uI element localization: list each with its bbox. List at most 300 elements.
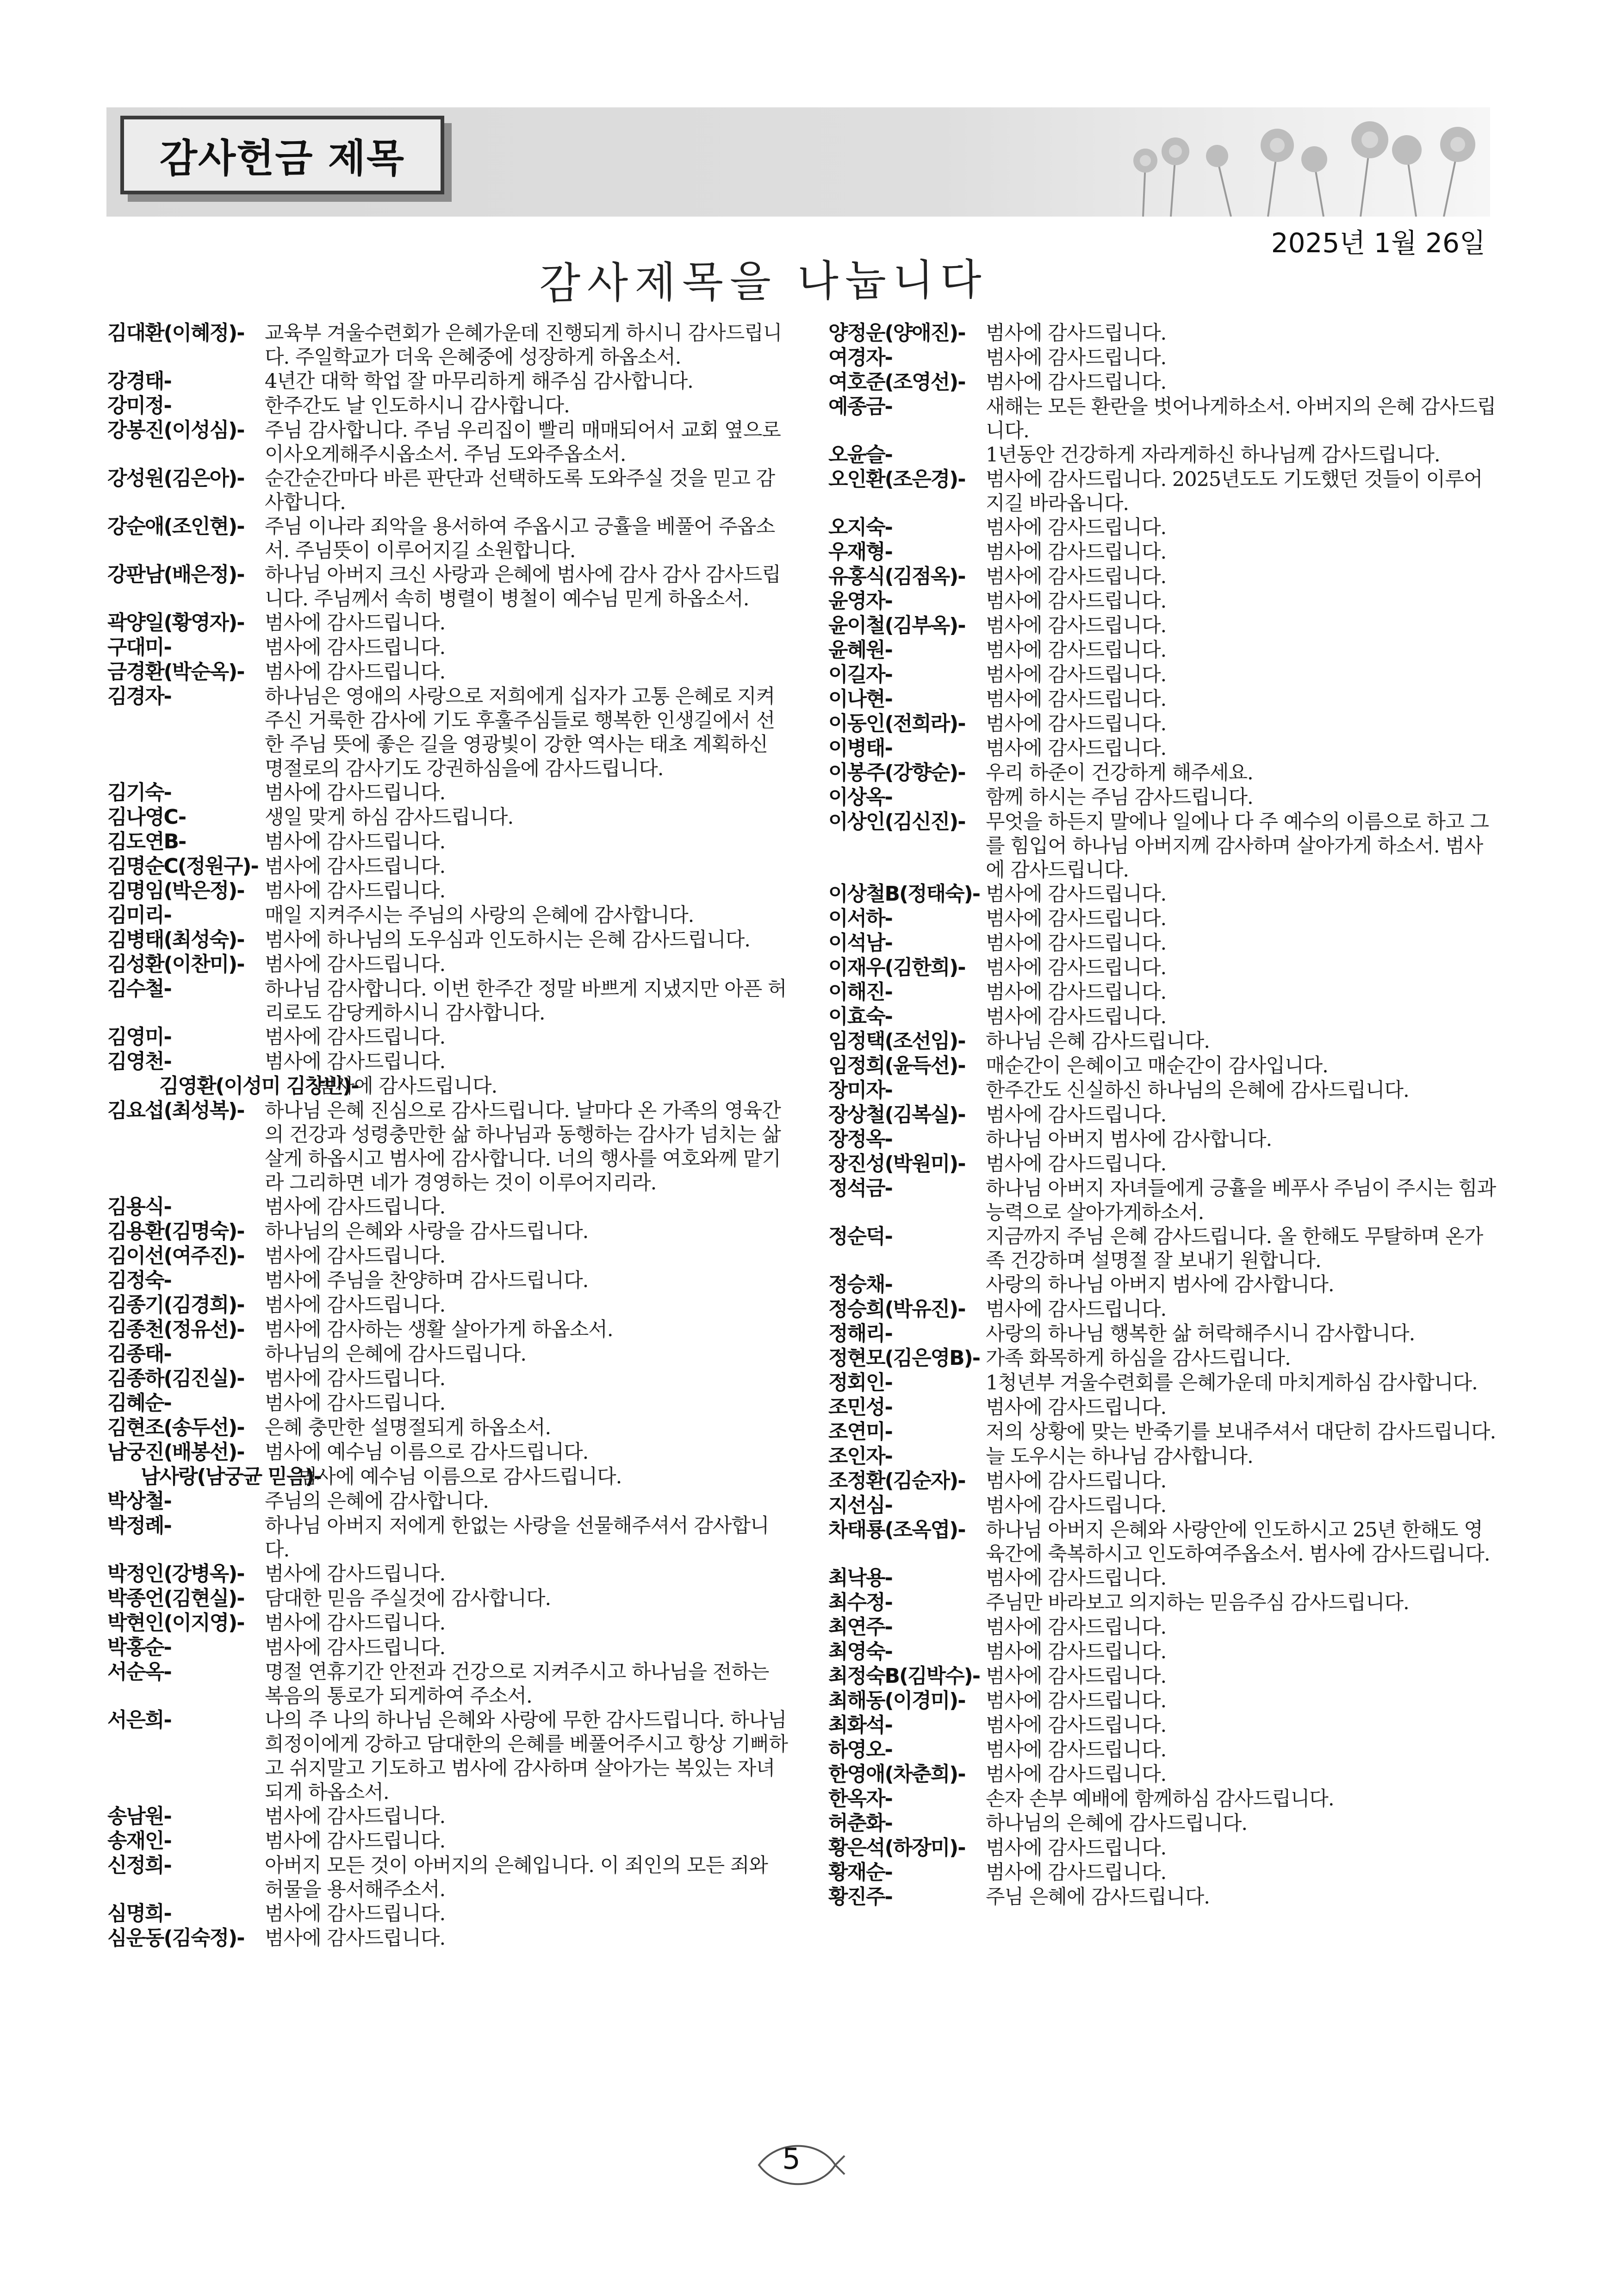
list-item <box>828 1762 1499 1787</box>
list-item <box>828 1273 1499 1297</box>
list-item <box>828 1371 1499 1395</box>
list-item <box>107 1195 788 1220</box>
list-item <box>107 1269 788 1293</box>
thanks-message: 하나님 아버지 크신 사랑과 은혜에 범사에 감사 감사 감사드립니다. 주님께서 속히 병렬이 병철이 예수님 믿게 하옵소서. <box>265 563 781 610</box>
thanks-message: 범사에 감사드립니다. <box>986 981 1167 1004</box>
subtitle: 감사제목을 나눕니다 <box>539 255 988 309</box>
donor-name: 이해진- <box>828 980 892 1004</box>
list-item <box>107 781 788 805</box>
list-item <box>828 1029 1499 1054</box>
thanks-message: 지금까지 주님 은혜 감사드립니다. 올 한해도 무탈하며 온가족 건강하며 설명절 잘 보내기 원합니다. <box>986 1225 1483 1272</box>
list-item <box>828 321 1499 346</box>
thanks-message: 범사에 감사드립니다. <box>986 1005 1167 1028</box>
thanks-message: 교육부 겨울수련회가 은혜가운데 진행되게 하시니 감사드립니다. 주일학교가 더욱 은혜중에 성장하게 하옵소서. <box>265 322 782 369</box>
thanks-message: 매일 지켜주시는 주님의 사랑의 은혜에 감사합니다. <box>265 904 694 927</box>
list-item <box>107 418 788 467</box>
list-item <box>107 467 788 515</box>
donor-name: 김수철- <box>107 977 171 1001</box>
thanks-message: 범사에 감사드립니다. <box>265 879 446 902</box>
donor-name: 서은희- <box>107 1708 171 1732</box>
list-item <box>828 1738 1499 1762</box>
donor-name: 이길자- <box>828 663 892 686</box>
donor-name: 강판남(배은정)- <box>107 563 244 586</box>
thanks-message: 늘 도우시는 하나님 감사합니다. <box>986 1445 1253 1468</box>
donor-name: 박홍순- <box>107 1636 171 1659</box>
donor-name: 조민성- <box>828 1395 892 1419</box>
thanks-message: 하나님 아버지 자녀들에게 긍휼을 베푸사 주님이 주시는 힘과 능력으로 살아가게하소서. <box>986 1177 1496 1224</box>
donor-name: 김요섭(최성복)- <box>107 1099 244 1122</box>
donor-name: 장정옥- <box>828 1127 892 1151</box>
thanks-message: 범사에 감사드립니다. <box>986 590 1167 613</box>
list-item <box>828 907 1499 931</box>
list-item <box>107 805 788 830</box>
list-item <box>828 1005 1499 1029</box>
thanks-message: 범사에 감사드립니다. <box>986 883 1167 906</box>
list-item <box>828 516 1499 540</box>
donor-name: 강미정- <box>107 394 171 417</box>
donor-name: 장미자- <box>828 1078 892 1102</box>
donor-name: 김영환(이성미 김창빈)- <box>159 1074 359 1098</box>
donor-name: 최낙용- <box>828 1566 892 1590</box>
donor-name: 최정숙B(김박수)- <box>828 1664 980 1688</box>
thanks-message: 하나님 감사합니다. 이번 한주간 정말 바쁘게 지냈지만 아픈 허리로도 감당케하시니 감사합니다. <box>265 977 787 1025</box>
list-item <box>828 1860 1499 1885</box>
donor-name: 박정인(강병옥)- <box>107 1562 244 1586</box>
thanks-message: 주님만 바라보고 의지하는 믿음주심 감사드립니다. <box>986 1591 1409 1614</box>
donor-name: 구대미- <box>107 635 171 659</box>
donor-name: 오지숙- <box>828 516 892 539</box>
left-column <box>107 321 788 1951</box>
list-item <box>107 928 788 952</box>
list-item <box>828 1615 1499 1640</box>
list-item <box>828 931 1499 956</box>
thanks-message: 범사에 하나님의 도우심과 인도하시는 은혜 감사드립니다. <box>265 928 750 952</box>
list-item <box>828 1078 1499 1103</box>
thanks-message: 우리 하준이 건강하게 해주세요. <box>986 761 1253 784</box>
thanks-message: 범사에 감사드립니다. <box>265 781 446 804</box>
thanks-message: 범사에 감사드립니다. <box>986 371 1167 394</box>
thanks-message: 새해는 모든 환란을 벗어나게하소서. 아버지의 은혜 감사드립니다. <box>986 395 1496 442</box>
list-item <box>107 1025 788 1050</box>
donor-name: 이서하- <box>828 907 892 930</box>
thanks-message: 범사에 감사드립니다. <box>265 1195 446 1219</box>
donor-name: 금경환(박순옥)- <box>107 660 244 684</box>
list-item <box>828 761 1499 785</box>
donor-name: 김용식- <box>107 1195 171 1219</box>
thanks-message: 범사에 감사드립니다. <box>265 855 446 878</box>
thanks-message: 범사에 감사드립니다. <box>986 346 1167 369</box>
donor-name: 조연미- <box>828 1420 892 1444</box>
thanks-message: 범사에 감사드립니다. <box>317 1075 497 1098</box>
thanks-message: 범사에 예수님 이름으로 감사드립니다. <box>265 1441 589 1464</box>
thanks-message: 범사에 감사하는 생활 살아가게 하옵소서. <box>265 1318 613 1341</box>
thanks-message: 하나님의 은혜에 감사드립니다. <box>265 1343 526 1366</box>
donor-name: 김병태(최성숙)- <box>107 928 244 952</box>
list-item <box>828 395 1499 443</box>
thanks-message: 범사에 감사드립니다. <box>986 1689 1167 1712</box>
donor-name: 김종기(김경희)- <box>107 1293 244 1317</box>
donor-name: 김정숙- <box>107 1269 171 1292</box>
donor-name: 유홍식(김점옥)- <box>828 565 965 588</box>
list-item <box>828 1297 1499 1322</box>
list-item <box>828 1103 1499 1127</box>
donor-name: 김대환(이혜정)- <box>107 321 244 345</box>
donor-name: 장진성(박원미)- <box>828 1152 965 1176</box>
donor-name: 차태룡(조옥엽)- <box>828 1518 965 1542</box>
thanks-message: 범사에 감사드립니다. <box>265 830 446 853</box>
list-item <box>828 810 1499 882</box>
donor-name: 이효숙- <box>828 1005 892 1028</box>
donor-name: 우재형- <box>828 540 892 564</box>
list-item <box>107 1902 788 1926</box>
list-item <box>107 854 788 879</box>
donor-name: 이나현- <box>828 687 892 711</box>
thanks-message: 범사에 감사드립니다. <box>986 565 1167 588</box>
thanks-message: 범사에 감사드립니다. <box>986 322 1167 345</box>
donor-name: 이봉주(강향순)- <box>828 761 965 784</box>
thanks-message: 범사에 감사드립니다. <box>986 1103 1167 1126</box>
donor-name: 김현조(송두선)- <box>107 1416 244 1439</box>
donor-name: 하영오- <box>828 1738 892 1761</box>
thanks-message: 범사에 감사드립니다. <box>986 639 1167 662</box>
list-item <box>828 1591 1499 1615</box>
thanks-message: 범사에 감사드립니다. <box>265 1050 446 1073</box>
donor-name: 예종금- <box>828 395 892 418</box>
thanks-message: 하나님 아버지 범사에 감사합니다. <box>986 1128 1272 1151</box>
list-item <box>828 1689 1499 1713</box>
thanks-message: 아버지 모든 것이 아버지의 은혜입니다. 이 죄인의 모든 죄와 허물을 용서해주소서. <box>265 1854 768 1901</box>
donor-name: 이석남- <box>828 931 892 955</box>
list-item <box>107 394 788 418</box>
thanks-message: 범사에 감사드립니다. <box>265 1026 446 1049</box>
donor-name: 김종하(김진실)- <box>107 1367 244 1390</box>
list-item <box>107 369 788 394</box>
list-item <box>107 563 788 611</box>
donor-name: 양정운(양애진)- <box>828 321 965 345</box>
donor-name: 송남원- <box>107 1804 171 1828</box>
thanks-message: 범사에 감사드립니다. <box>265 1636 446 1659</box>
donor-name: 윤이철(김부옥)- <box>828 614 965 637</box>
donor-name: 이동인(전희라)- <box>828 712 965 735</box>
donor-name: 김혜순- <box>107 1391 171 1415</box>
list-item <box>828 663 1499 687</box>
donor-name: 이상철B(정태숙)- <box>828 882 980 906</box>
list-item <box>828 956 1499 980</box>
thanks-message: 나의 주 나의 하나님 은혜와 사랑에 무한 감사드립니다. 하나님 희정이에게 강하고 담대한의 은혜를 베풀어주시고 항상 기뻐하고 쉬지말고 기도하고 범사에 감사하며 살아가는 복있는 자녀되게 하옵소서. <box>265 1709 788 1804</box>
donor-name: 김영미- <box>107 1025 171 1049</box>
list-item <box>828 1518 1499 1566</box>
donor-name: 한영애(차춘희)- <box>828 1762 965 1786</box>
list-item <box>107 1708 788 1804</box>
donor-name: 강봉진(이성심)- <box>107 418 244 442</box>
list-item <box>828 467 1499 516</box>
thanks-message: 손자 손부 예배에 함께하심 감사드립니다. <box>986 1787 1334 1811</box>
thanks-message: 범사에 감사드립니다. <box>986 1861 1167 1884</box>
donor-name: 여경자- <box>828 346 892 369</box>
page-number: 5 <box>782 2142 801 2176</box>
donor-name: 박현인(이지영)- <box>107 1611 244 1635</box>
donor-name: 임정희(윤득선)- <box>828 1054 965 1077</box>
list-item <box>828 443 1499 467</box>
list-item <box>828 1566 1499 1591</box>
thanks-message: 범사에 감사드립니다. <box>986 541 1167 564</box>
list-item <box>107 830 788 854</box>
donor-name: 최연주- <box>828 1615 892 1639</box>
thanks-message: 범사에 감사드립니다. <box>986 614 1167 637</box>
list-item <box>828 1395 1499 1420</box>
donor-name: 김영천- <box>107 1050 171 1073</box>
thanks-message: 저의 상황에 맞는 반죽기를 보내주셔서 대단히 감사드립니다. <box>986 1420 1496 1444</box>
list-item <box>107 1244 788 1269</box>
donor-name: 정회인- <box>828 1371 892 1394</box>
donor-name: 김용환(김명숙)- <box>107 1220 244 1243</box>
list-item <box>107 1465 788 1489</box>
list-item <box>828 1152 1499 1176</box>
list-item <box>107 879 788 903</box>
thanks-message: 범사에 감사드립니다. <box>986 1469 1167 1493</box>
donor-name: 강성원(김은아)- <box>107 467 244 490</box>
thanks-message: 4년간 대학 학업 잘 마무리하게 해주심 감사합니다. <box>265 370 693 393</box>
thanks-message: 범사에 감사드립니다. <box>986 1738 1167 1761</box>
donor-name: 강순애(조인현)- <box>107 515 244 538</box>
thanks-message: 범사에 감사드립니다. <box>986 663 1167 686</box>
list-item <box>107 1367 788 1391</box>
list-item <box>107 1342 788 1367</box>
list-item <box>107 1099 788 1195</box>
donor-name: 최화석- <box>828 1713 892 1737</box>
list-item <box>828 687 1499 712</box>
donor-name: 심운동(김숙정)- <box>107 1926 244 1950</box>
list-item <box>107 1489 788 1514</box>
donor-name: 정현모(김은영B)- <box>828 1346 980 1370</box>
thanks-message: 한주간도 날 인도하시니 감사합니다. <box>265 394 570 417</box>
thanks-message: 범사에 감사드립니다. <box>986 907 1167 930</box>
thanks-message: 범사에 감사드립니다. <box>986 1763 1167 1786</box>
list-item <box>828 1420 1499 1444</box>
thanks-message: 범사에 예수님 이름으로 감사드립니다. <box>298 1465 622 1488</box>
donor-name: 서순옥- <box>107 1660 171 1684</box>
thanks-message: 범사에 감사드립니다. <box>986 1665 1167 1688</box>
donor-name: 김성환(이찬미)- <box>107 952 244 976</box>
thanks-message: 주님 감사합니다. 주님 우리집이 빨리 매매되어서 교회 옆으로 이사오게해주시옵소서. 주님 도와주옵소서. <box>265 419 781 466</box>
thanks-message: 하나님의 은혜와 사랑을 감사드립니다. <box>265 1220 589 1243</box>
list-item <box>828 712 1499 736</box>
list-item <box>107 952 788 977</box>
thanks-message: 범사에 감사드립니다. <box>265 636 446 659</box>
thanks-message: 사랑의 하나님 행복한 삶 허락해주시니 감사합니다. <box>986 1322 1415 1345</box>
list-item <box>828 736 1499 761</box>
list-item <box>107 1220 788 1244</box>
list-item <box>107 515 788 563</box>
page-title: 감사헌금 제목 <box>120 116 444 194</box>
donor-name: 곽양일(황영자)- <box>107 611 244 635</box>
donor-name: 황은석(하장미)- <box>828 1836 965 1860</box>
donor-name: 조인자- <box>828 1444 892 1468</box>
thanks-message: 범사에 주님을 찬양하며 감사드립니다. <box>265 1269 589 1292</box>
donor-name: 윤혜원- <box>828 638 892 662</box>
list-item <box>828 1469 1499 1493</box>
list-item <box>828 638 1499 663</box>
thanks-message: 함께 하시는 주님 감사드립니다. <box>986 786 1253 809</box>
thanks-message: 1년동안 건강하게 자라게하신 하나님께 감사드립니다. <box>986 443 1440 467</box>
thanks-message: 가족 화목하게 하심을 감사드립니다. <box>986 1347 1291 1370</box>
list-item <box>828 1640 1499 1664</box>
donor-name: 심명희- <box>107 1902 171 1925</box>
donor-name: 박정례- <box>107 1514 171 1537</box>
list-item <box>107 977 788 1025</box>
donor-name: 장상철(김복실)- <box>828 1103 965 1126</box>
donor-name: 김기숙- <box>107 781 171 804</box>
list-item <box>107 611 788 635</box>
thanks-message: 하나님은 영애의 사랑으로 저희에게 십자가 고통 은혜로 지켜 주신 거룩한 감사에 기도 후훌주심들로 행복한 인생길에서 선한 주님 뜻에 좋은 길을 영광빛이 강한 역사는 태초 계획하신 명절로의 감사기도 강권하심을에 감사드립니다. <box>265 685 775 780</box>
date-label: 2025년 1월 26일 <box>1271 227 1485 259</box>
thanks-message: 매순간이 은혜이고 매순간이 감사입니다. <box>986 1054 1328 1077</box>
donor-name: 이상인(김신진)- <box>828 810 965 834</box>
thanks-message: 범사에 감사드립니다. <box>986 1152 1167 1176</box>
list-item <box>107 1391 788 1416</box>
donor-name: 정승채- <box>828 1273 892 1296</box>
list-item <box>828 1664 1499 1689</box>
donor-name: 김이선(여주진)- <box>107 1244 244 1268</box>
thanks-message: 범사에 감사드립니다. <box>986 516 1167 539</box>
donor-name: 이병태- <box>828 736 892 760</box>
donor-name: 오윤슬- <box>828 443 892 467</box>
list-item <box>828 1787 1499 1811</box>
donor-name: 김나영C- <box>107 805 186 829</box>
thanks-message: 범사에 감사드립니다. <box>986 1836 1167 1860</box>
thanks-message: 범사에 감사드립니다. <box>986 1396 1167 1419</box>
thanks-message: 범사에 감사드립니다. <box>986 712 1167 735</box>
list-item <box>828 1493 1499 1518</box>
donor-name: 최영숙- <box>828 1640 892 1663</box>
donor-name: 허춘화- <box>828 1811 892 1835</box>
donor-name: 강경태- <box>107 369 171 393</box>
thanks-message: 순간순간마다 바른 판단과 선택하도록 도와주실 것을 믿고 감사합니다. <box>265 467 775 514</box>
list-item <box>828 785 1499 810</box>
thanks-message: 범사에 감사드립니다. <box>986 1298 1167 1321</box>
donor-name: 박종언(김현실)- <box>107 1587 244 1610</box>
donor-name: 남사랑(남궁균 믿음)- <box>141 1465 321 1488</box>
list-item <box>107 684 788 781</box>
list-item <box>107 1318 788 1342</box>
donor-name: 정순덕- <box>828 1225 892 1248</box>
list-item <box>107 635 788 660</box>
donor-name: 윤영자- <box>828 589 892 613</box>
list-item <box>107 1562 788 1587</box>
donor-name: 신정희- <box>107 1854 171 1877</box>
thanks-message: 1청년부 겨울수련회를 은혜가운데 마치게하심 감사합니다. <box>986 1371 1478 1394</box>
list-item <box>828 1346 1499 1371</box>
donor-name: 황재순- <box>828 1860 892 1884</box>
thanks-message: 범사에 감사드립니다. <box>986 956 1167 979</box>
donor-name: 황진주- <box>828 1885 892 1909</box>
thanks-message: 담대한 믿음 주실것에 감사합니다. <box>265 1587 551 1610</box>
thanks-message: 범사에 감사드립니다. <box>986 737 1167 760</box>
thanks-message: 범사에 감사드립니다. <box>265 1927 446 1950</box>
donor-name: 지선심- <box>828 1493 892 1517</box>
thanks-message: 범사에 감사드립니다. <box>265 1562 446 1586</box>
thanks-message: 범사에 감사드립니다. <box>986 1616 1167 1639</box>
donor-name: 이재우(김한희)- <box>828 956 965 979</box>
list-item <box>828 1225 1499 1273</box>
thanks-message: 범사에 감사드립니다. <box>265 1367 446 1390</box>
donor-name: 이상옥- <box>828 785 892 809</box>
list-item <box>107 1293 788 1318</box>
list-item <box>828 1054 1499 1078</box>
list-item <box>828 565 1499 589</box>
donor-name: 오인환(조은경)- <box>828 467 965 491</box>
thanks-message: 범사에 감사드립니다. <box>265 1244 446 1268</box>
list-item <box>107 1416 788 1440</box>
thanks-message: 범사에 감사드립니다. <box>986 932 1167 955</box>
list-item <box>828 1811 1499 1836</box>
thanks-message: 생일 맞게 하심 감사드립니다. <box>265 806 514 829</box>
list-item <box>107 1804 788 1829</box>
list-item <box>107 1587 788 1611</box>
donor-name: 박상철- <box>107 1489 171 1513</box>
donor-name: 정해리- <box>828 1322 892 1345</box>
thanks-message: 하나님 은혜 진심으로 감사드립니다. 날마다 온 가족의 영육간의 건강과 성령충만한 삶 하나님과 동행하는 감사가 넘치는 삶 살게 하옵시고 범사에 감사합니다. 너의 행사를 여호와께 맡기라 그리하면 네가 경영하는 것이 이루어지리라. <box>265 1099 781 1195</box>
list-item <box>107 1440 788 1465</box>
list-item <box>107 1660 788 1708</box>
list-item <box>107 1514 788 1562</box>
thanks-message: 범사에 감사드립니다. 2025년도도 기도했던 것들이 이루어지길 바라옵니다. <box>986 468 1483 515</box>
thanks-message: 범사에 감사드립니다. <box>265 1392 446 1415</box>
thanks-message: 범사에 감사드립니다. <box>986 1640 1167 1663</box>
thanks-message: 범사에 감사드립니다. <box>265 1612 446 1635</box>
list-item <box>828 1176 1499 1225</box>
flower-decoration-icon <box>1064 107 1490 217</box>
thanks-message: 주님 이나라 죄악을 용서하여 주옵시고 긍휼을 베풀어 주옵소서. 주님뜻이 이루어지길 소원합니다. <box>265 515 775 562</box>
list-item <box>107 1050 788 1074</box>
list-item <box>107 1854 788 1902</box>
donor-name: 최해동(이경미)- <box>828 1689 965 1712</box>
thanks-message: 범사에 감사드립니다. <box>986 1567 1167 1590</box>
list-item <box>107 660 788 684</box>
thanks-message: 하나님 아버지 은혜와 사랑안에 인도하시고 25년 한해도 영육간에 축복하시고 인도하여주옵소서. 범사에 감사드립니다. <box>986 1518 1490 1566</box>
thanks-message: 범사에 감사드립니다. <box>265 611 446 635</box>
donor-name: 조정환(김순자)- <box>828 1469 965 1493</box>
thanks-message: 범사에 감사드립니다. <box>265 1294 446 1317</box>
donor-name: 김명임(박은정)- <box>107 879 244 902</box>
list-item <box>107 1074 788 1099</box>
list-item <box>828 1444 1499 1469</box>
list-item <box>107 1636 788 1660</box>
thanks-message: 범사에 감사드립니다. <box>265 953 446 976</box>
thanks-message: 하나님 은혜 감사드립니다. <box>986 1030 1210 1053</box>
donor-name: 김종천(정유선)- <box>107 1318 244 1341</box>
thanks-message: 은혜 충만한 설명절되게 하옵소서. <box>265 1416 551 1439</box>
thanks-message: 사랑의 하나님 아버지 범사에 감사합니다. <box>986 1273 1334 1296</box>
thanks-message: 하나님의 은혜에 감사드립니다. <box>986 1812 1247 1835</box>
thanks-message: 범사에 감사드립니다. <box>986 1494 1167 1517</box>
donor-name: 김종태- <box>107 1342 171 1366</box>
list-item <box>828 882 1499 907</box>
list-item <box>107 903 788 928</box>
list-item <box>828 346 1499 370</box>
list-item <box>828 589 1499 614</box>
list-item <box>828 1322 1499 1346</box>
thanks-message: 범사에 감사드립니다. <box>265 1902 446 1925</box>
thanks-message: 주님 은혜에 감사드립니다. <box>986 1885 1210 1909</box>
right-column <box>828 321 1499 1910</box>
donor-name: 정석금- <box>828 1176 892 1200</box>
thanks-message: 범사에 감사드립니다. <box>986 688 1167 711</box>
donor-name: 남궁진(배봉선)- <box>107 1440 244 1464</box>
thanks-message: 범사에 감사드립니다. <box>265 1829 446 1853</box>
list-item <box>828 1836 1499 1860</box>
donor-name: 임정택(조선임)- <box>828 1029 965 1053</box>
